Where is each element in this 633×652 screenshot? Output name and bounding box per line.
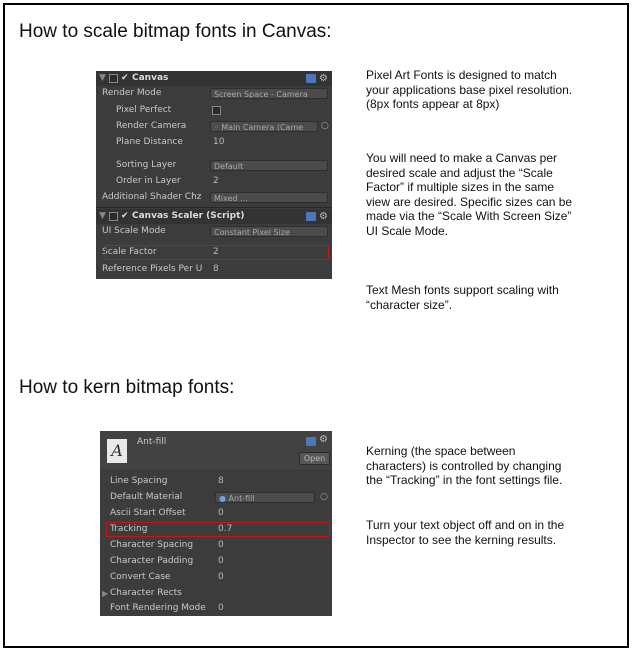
default-material-label: Default Material xyxy=(110,492,183,502)
component-icon xyxy=(109,74,118,83)
character-padding-label: Character Padding xyxy=(110,556,194,566)
plane-distance-row xyxy=(96,135,332,150)
page-frame xyxy=(3,3,629,648)
font-asset-header xyxy=(100,431,332,469)
gear-icon[interactable]: ⚙ xyxy=(319,211,328,222)
sorting-layer-label: Sorting Layer xyxy=(116,160,177,170)
scale-paragraph-2: You will need to make a Canvas per desired scale and adjust the “Scale Factor” if multiple sizes in the same view are desired. Specific sizes can be made via the “Scale With Screen Size” UI Scale Mode. xyxy=(366,151,573,238)
help-book-icon[interactable] xyxy=(306,212,316,221)
tracking-highlight xyxy=(106,522,330,537)
section-title-scale: How to scale bitmap fonts in Canvas: xyxy=(19,21,332,42)
render-camera-field[interactable] xyxy=(210,121,318,132)
line-spacing-label: Line Spacing xyxy=(110,476,168,486)
reference-pixels-value[interactable]: 8 xyxy=(213,264,219,274)
gear-icon[interactable]: ⚙ xyxy=(319,73,328,84)
plane-distance-label: Plane Distance xyxy=(116,137,183,147)
scale-factor-value[interactable]: 2 xyxy=(213,247,219,257)
character-rects-row[interactable] xyxy=(100,586,332,601)
font-asset-name: Ant-fill xyxy=(137,437,167,447)
object-picker-icon[interactable]: ○ xyxy=(321,121,329,131)
enabled-checkbox[interactable]: ✔ xyxy=(121,73,129,83)
foldout-arrow-icon[interactable]: ▼ xyxy=(99,73,106,83)
section-title-kern: How to kern bitmap fonts: xyxy=(19,377,235,398)
camera-icon: ◦ xyxy=(214,123,222,132)
default-material-row xyxy=(100,490,332,505)
plane-distance-value[interactable]: 10 xyxy=(213,137,225,147)
scale-paragraph-3: Text Mesh fonts support scaling with “character size”. xyxy=(366,283,559,312)
enabled-checkbox[interactable]: ✔ xyxy=(121,211,129,221)
order-in-layer-label: Order in Layer xyxy=(116,176,181,186)
help-book-icon[interactable] xyxy=(306,437,316,446)
render-mode-dropdown[interactable]: Screen Space - Camera xyxy=(210,88,328,99)
help-book-icon[interactable] xyxy=(306,74,316,83)
render-camera-row xyxy=(96,119,332,134)
ui-scale-mode-label: UI Scale Mode xyxy=(102,226,166,236)
ascii-start-offset-label: Ascii Start Offset xyxy=(110,508,186,518)
default-material-value: Ant-fill xyxy=(228,494,255,503)
divider xyxy=(96,207,332,208)
ascii-start-offset-row xyxy=(100,506,332,521)
line-spacing-row xyxy=(100,474,332,489)
canvas-component-header[interactable] xyxy=(96,71,332,86)
additional-shader-label: Additional Shader Chz xyxy=(102,192,202,202)
line-spacing-value[interactable]: 8 xyxy=(218,476,224,486)
pixel-perfect-label: Pixel Perfect xyxy=(116,105,172,115)
kern-paragraph-2: Turn your text object off and on in the Inspector to see the kerning results. xyxy=(366,518,565,547)
font-file-icon: A xyxy=(107,439,127,463)
scale-factor-highlight xyxy=(105,245,329,260)
render-camera-label: Render Camera xyxy=(116,121,187,131)
additional-shader-dropdown[interactable]: Mixed ... xyxy=(210,192,328,203)
render-camera-value: Main Camera (Came xyxy=(221,123,304,132)
convert-case-label: Convert Case xyxy=(110,572,171,582)
scale-factor-label: Scale Factor xyxy=(102,247,157,257)
font-rendering-mode-row xyxy=(100,601,332,616)
ascii-start-offset-value[interactable]: 0 xyxy=(218,508,224,518)
component-icon xyxy=(109,212,118,221)
character-spacing-label: Character Spacing xyxy=(110,540,194,550)
canvas-scaler-title: Canvas Scaler (Script) xyxy=(132,211,245,221)
pixel-perfect-row xyxy=(96,103,332,118)
gear-icon[interactable]: ⚙ xyxy=(319,434,328,445)
material-icon: ● xyxy=(219,494,229,503)
default-material-field[interactable] xyxy=(215,492,315,503)
additional-shader-row xyxy=(96,190,332,205)
foldout-arrow-icon[interactable]: ▼ xyxy=(99,211,106,221)
convert-case-value[interactable]: 0 xyxy=(218,572,224,582)
character-rects-label: Character Rects xyxy=(110,588,182,598)
character-padding-value[interactable]: 0 xyxy=(218,556,224,566)
canvas-title: Canvas xyxy=(132,73,169,83)
object-picker-icon[interactable]: ○ xyxy=(320,492,328,502)
ui-scale-mode-row xyxy=(96,224,332,239)
render-mode-row xyxy=(96,86,332,101)
character-padding-row xyxy=(100,554,332,569)
scale-paragraph-1: Pixel Art Fonts is designed to match your applications base pixel resolution. (8px fonts appear at 8px) xyxy=(366,68,573,111)
character-spacing-value[interactable]: 0 xyxy=(218,540,224,550)
tracking-value[interactable]: 0.7 xyxy=(218,524,233,534)
font-inspector-panel xyxy=(100,431,332,616)
sorting-layer-dropdown[interactable]: Default xyxy=(210,160,328,171)
open-button[interactable]: Open xyxy=(299,452,330,465)
canvas-inspector-panel xyxy=(96,71,332,279)
character-spacing-row xyxy=(100,538,332,553)
ui-scale-mode-dropdown[interactable]: Constant Pixel Size xyxy=(210,226,328,237)
reference-pixels-label: Reference Pixels Per U xyxy=(102,264,203,274)
sorting-layer-row xyxy=(96,158,332,173)
order-in-layer-row xyxy=(96,174,332,189)
render-mode-label: Render Mode xyxy=(102,88,162,98)
pixel-perfect-checkbox[interactable] xyxy=(212,106,221,115)
convert-case-row xyxy=(100,570,332,585)
font-rendering-mode-label: Font Rendering Mode xyxy=(110,603,206,613)
tracking-label: Tracking xyxy=(110,524,148,534)
reference-pixels-row xyxy=(96,262,332,277)
font-rendering-mode-value[interactable]: 0 xyxy=(218,603,224,613)
kern-paragraph-1: Kerning (the space between characters) is controlled by changing the “Tracking” in the font settings file. xyxy=(366,444,563,487)
order-in-layer-value[interactable]: 2 xyxy=(213,176,219,186)
foldout-arrow-icon[interactable]: ▶ xyxy=(102,589,109,598)
canvas-scaler-header[interactable] xyxy=(96,209,332,224)
